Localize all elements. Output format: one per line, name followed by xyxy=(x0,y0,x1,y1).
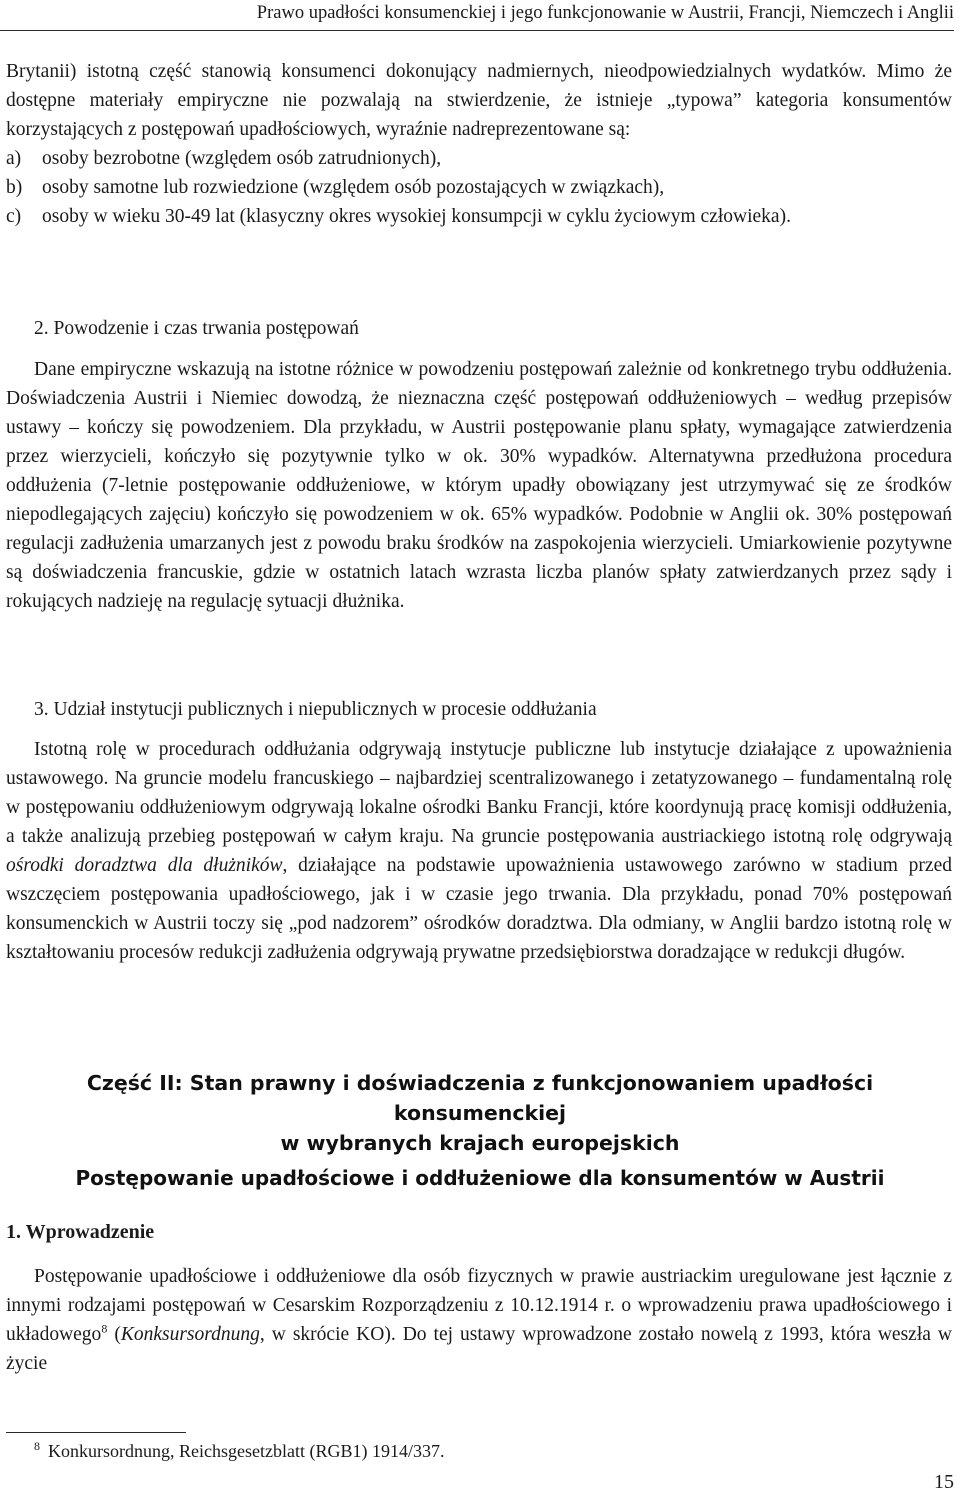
intro-block xyxy=(6,57,952,231)
list-item xyxy=(6,202,952,231)
subsection-text-mid: ( xyxy=(107,1324,121,1345)
list-item xyxy=(6,173,952,202)
footnote xyxy=(34,1438,444,1464)
list-item-text: osoby samotne lub rozwiedzione (względem osób pozostających w związkach), xyxy=(42,177,665,198)
running-header: Prawo upadłości konsumenckiej i jego funkcjonowanie w Austrii, Francji, Niemczech i Anglii xyxy=(0,0,954,31)
list-item xyxy=(6,144,952,173)
subsection-paragraph xyxy=(6,1262,952,1378)
part-title xyxy=(0,1068,960,1158)
subsection-italic-term: Konksursordnung xyxy=(120,1324,260,1345)
page-number: 15 xyxy=(934,1471,954,1493)
section-3-italic-term: ośrodki doradztwa dla dłużników xyxy=(6,855,283,876)
section-3-text-after: , działające na podstawie upoważnienia ustawowego zarówno w stadium przed wszczęciem postępowania upadłościowego, jak i w czasie jego trwania. Dla przykładu, ponad 70% postępowań konsumenckich w Austrii toczy się „pod nadzorem” ośrodków doradztwa. Dla odmiany, w Anglii bardzo istotną rolę w kształtowaniu procesów redukcji zadłużenia odgrywają prywatne przedsiębiorstwa doradzające w redukcji długów. xyxy=(6,855,952,963)
chapter-title: Postępowanie upadłościowe i oddłużeniowe dla konsumentów w Austrii xyxy=(75,1166,885,1190)
intro-paragraph: Brytanii) istotną część stanowią konsumenci dokonujący nadmiernych, nieodpowiedzialnych wydatków. Mimo że dostępne materiały empiryczne nie pozwalają na stwierdzenie, że istnieje „typowa” kategoria konsumentów korzystających z postępowań upadłościowych, wyraźnie nadreprezentowane są: xyxy=(6,61,952,140)
list-item-text: osoby bezrobotne (względem osób zatrudnionych), xyxy=(42,148,442,169)
subsection-body xyxy=(6,1262,952,1378)
subsection-heading: 1. Wprowadzenie xyxy=(6,1221,155,1243)
characteristics-list xyxy=(6,144,952,231)
section-3-text-before: Istotną rolę w procedurach oddłużania odgrywają instytucje publiczne lub instytucje działające z upoważnienia ustawowego. Na gruncie modelu francuskiego – najbardziej scentralizowanego i zetatyzowanego – fundamentalną rolę w postępowaniu oddłużeniowym odgrywają lokalne ośrodki Banku Francji, które koordynują pracę komisji oddłużenia, a także analizują przebieg postępowań w całym kraju. Na gruncie postępowania austriackiego istotną rolę odgrywają xyxy=(6,739,952,847)
section-3-body xyxy=(6,735,952,967)
section-3-paragraph xyxy=(6,735,952,967)
list-marker: c) xyxy=(6,206,22,227)
part-title-line-1: Część II: Stan prawny i doświadczenia z funkcjonowaniem upadłości konsumenckiej xyxy=(86,1071,874,1125)
footnote-text: Konkursordnung, Reichsgesetzblatt (RGB1) 1914/337. xyxy=(48,1441,445,1461)
list-marker: b) xyxy=(6,177,23,198)
footnote-separator xyxy=(6,1432,186,1433)
subsection-text-before: Postępowanie upadłościowe i oddłużeniowe dla osób fizycznych w prawie austriackim uregulowane jest łącznie z innymi rodzajami postępowań w Cesarskim Rozporządzeniu z 10.12.1914 r. o wprowadzeniu prawa upadłościowego i układowego xyxy=(6,1266,952,1345)
section-2-heading: 2. Powodzenie i czas trwania postępowań xyxy=(34,318,359,339)
list-marker: a) xyxy=(6,148,22,169)
section-2-paragraph: Dane empiryczne wskazują na istotne różnice w powodzeniu postępowań zależnie od konkretnego trybu oddłużenia. Doświadczenia Austrii i Niemiec dowodzą, że nieznaczna część postępowań oddłużeniowych – według przepisów ustawy – kończy się powodzeniem. Dla przykładu, w Austrii postępowanie planu spłaty, wymagające zatwierdzenia przez wierzycieli, kończyło się pozytywnie tylko w ok. 30% wypadków. Alternatywna przedłużona procedura oddłużenia (7-letnie postępowanie oddłużeniowe, w którym upadły obowiązany jest utrzymywać się ze środków niepodlegających zajęciu) kończyło się powodzeniem w ok. 65% wypadków. Podobnie w Anglii ok. 30% postępowań regulacji zadłużenia umarzanych jest z powodu braku środków na zaspokojenia wierzycieli. Umiarkowienie pozytywne są doświadczenia francuskie, gdzie w ostatnich latach wzrasta liczba planów spłaty zatwierdzanych przez sądy i rokujących nadzieję na regulację sytuacji dłużnika. xyxy=(6,359,952,612)
section-2-body xyxy=(6,355,952,616)
list-item-text: osoby w wieku 30-49 lat (klasyczny okres wysokiej konsumpcji w cyklu życiowym człowieka). xyxy=(42,206,791,227)
subsection-text-after: , w skrócie KO). Do tej ustawy wprowadzone zostało nowelą z 1993, która weszła w życie xyxy=(6,1324,952,1374)
footnote-number: 8 xyxy=(34,1439,40,1453)
footnote-reference[interactable]: 8 xyxy=(101,1321,108,1336)
section-3-heading: 3. Udział instytucji publicznych i niepublicznych w procesie oddłużania xyxy=(34,699,597,720)
part-title-line-2: w wybranych krajach europejskich xyxy=(280,1131,680,1155)
